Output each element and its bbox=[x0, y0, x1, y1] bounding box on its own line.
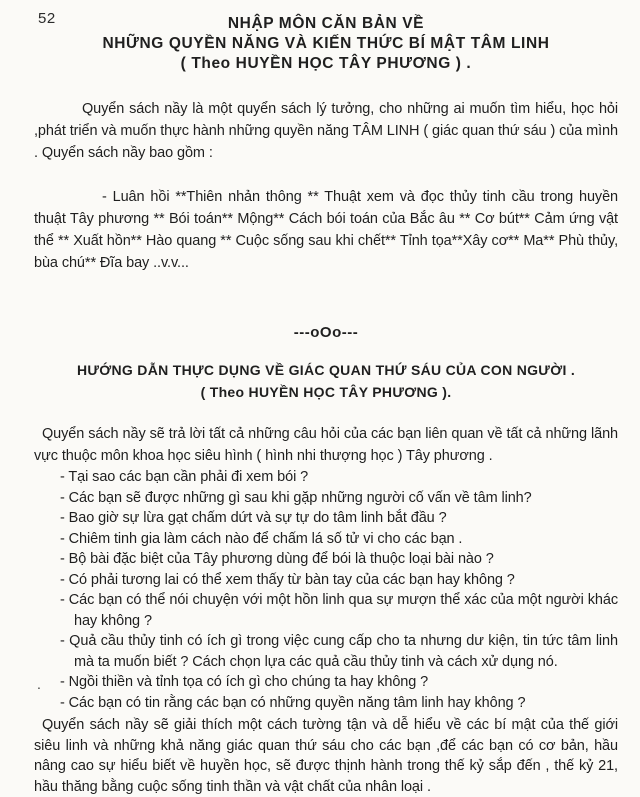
question-list bbox=[54, 467, 618, 713]
question-item: - Các bạn sẽ được những gì sau khi gặp những người cố vấn về tâm linh? bbox=[60, 489, 532, 506]
section2-heading-line1: HƯỚNG DẪN THỰC DỤNG VỀ GIÁC QUAN THỨ SÁU CỦA CON NGƯỜI . bbox=[76, 362, 576, 378]
question-item: - Tại sao các bạn cần phải đi xem bói ? bbox=[60, 469, 309, 485]
question-item: - Các bạn có thể nói chuyện với một hồn linh qua sự mượn thể xác của một người khác hay không ? bbox=[60, 592, 618, 629]
chapter-title-line1: NHẬP MÔN CĂN BẢN VỀ bbox=[227, 15, 425, 32]
section2-heading-theo-line: ( Theo HUYỀN HỌC TÂY PHƯƠNG ). bbox=[200, 384, 452, 400]
closing-paragraph: Quyển sách nầy sẽ giải thích một cách tường tận và dễ hiểu về các bí mật của thế giới siêu linh và những khả năng giác quan thứ sáu cho các bạn ,để các bạn có cơ bản, hầu nâng cao sự hiểu biết về huyền học, sẽ được thịnh hành trong thế kỷ sắp đến , thế kỷ 21, hầu thăng bằng cuộc sống tinh thần và vật chất của nhân loại . bbox=[34, 717, 618, 795]
page-number: 52 bbox=[38, 10, 56, 27]
chapter-header bbox=[34, 0, 618, 74]
question-item: - Các bạn có tin rằng các bạn có những quyền năng tâm linh hay không ? bbox=[60, 694, 526, 711]
section2-heading bbox=[34, 359, 618, 403]
question-item: - Chiêm tinh gia làm cách nào để chấm lá số tử vi cho các bạn . bbox=[60, 530, 463, 547]
stray-ink-mark: . bbox=[37, 676, 41, 692]
question-item: - Bộ bài đặc biệt của Tây phương dùng để bói là thuộc loại bài nào ? bbox=[60, 551, 494, 567]
question-item: - Ngồi thiền và tỉnh tọa có ích gì cho chúng ta hay không ? bbox=[60, 674, 429, 690]
topics-paragraph: - Luân hồi **Thiên nhản thông ** Thuật xem và đọc thủy tinh cầu trong huyền thuật Tây phương ** Bói toán** Mộng** Cách bói toán của Bắc âu ** Cơ bút** Cảm ứng vật thể ** Xuất hồn** Hào quang ** Cuộc sống sau khi chết** Tỉnh tọa**Xây cơ** Ma** Phù thủy, bùa chú** Đĩa bay ..v.v... bbox=[34, 189, 618, 271]
chapter-title-line2: NHỮNG QUYỀN NĂNG VÀ KIẾN THỨC BÍ MẬT TÂM LINH bbox=[102, 35, 550, 52]
section-divider-ornament: ---oOo--- bbox=[293, 324, 359, 341]
question-item: - Có phải tương lai có thể xem thấy từ bàn tay của các bạn hay không ? bbox=[60, 571, 515, 588]
section2-lead-paragraph: Quyển sách nầy sẽ trả lời tất cả những câu hỏi của các bạn liên quan về tất cả những lãnh vực thuộc môn khoa học siêu hình ( hình nhi thượng học ) Tây phương . bbox=[34, 426, 618, 464]
intro-paragraph: Quyển sách nầy là một quyển sách lý tưởng, cho những ai muốn tìm hiểu, học hỏi ,phát triển và muốn thực hành những quyền năng TÂM LINH ( giác quan thứ sáu ) của mình . Quyển sách nầy bao gồm : bbox=[34, 101, 618, 161]
question-item: - Quả cầu thủy tinh có ích gì trong việc cung cấp cho ta nhưng dư kiện, tin tức tâm linh mà ta muốn biết ? Cách chọn lựa các quả cầu thủy tinh và cách xử dụng nó. bbox=[60, 633, 618, 670]
question-item: - Bao giờ sự lừa gạt chấm dứt và sự tự do tâm linh bắt đầu ? bbox=[60, 510, 447, 526]
chapter-title-theo-line: ( Theo HUYỀN HỌC TÂY PHƯƠNG ) . bbox=[180, 55, 472, 72]
